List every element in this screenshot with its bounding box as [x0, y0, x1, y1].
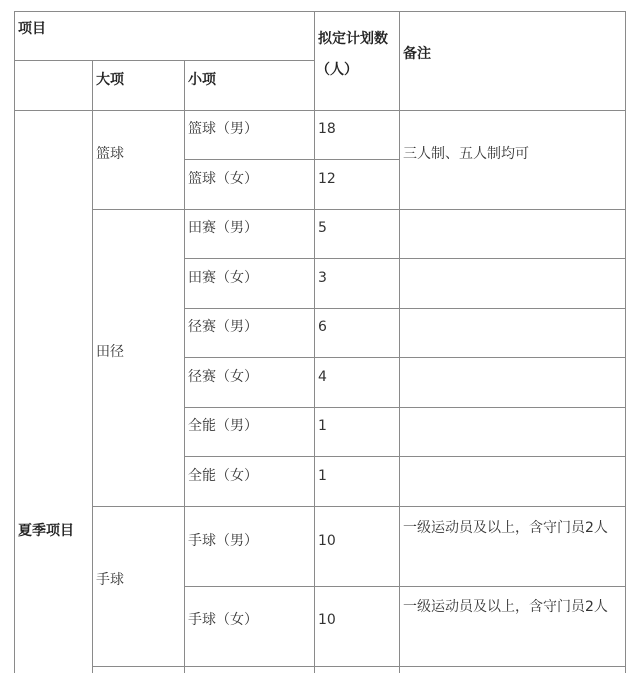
header-divider	[14, 60, 314, 61]
row-item: 田赛（男）	[188, 220, 258, 236]
row-item: 篮球（女）	[188, 171, 258, 187]
row-count: 6	[318, 319, 327, 335]
row-divider	[184, 407, 626, 408]
row-divider	[184, 308, 626, 309]
row-item: 径赛（男）	[188, 319, 258, 335]
row-item: 篮球（男）	[188, 121, 258, 137]
column-divider	[92, 110, 93, 673]
row-item: 全能（女）	[188, 468, 258, 484]
row-count: 1	[318, 468, 327, 484]
row-count: 1	[318, 418, 327, 434]
row-item: 手球（男）	[188, 533, 258, 549]
row-count: 10	[318, 533, 336, 549]
header-project: 项目	[18, 21, 46, 37]
header-plan-count-unit: （人）	[316, 62, 358, 78]
column-divider	[92, 60, 93, 110]
row-item: 全能（男）	[188, 418, 258, 434]
group-basketball: 篮球	[96, 146, 124, 162]
row-count: 10	[318, 612, 336, 628]
row-remark: 一级运动员及以上，含守门员2人	[403, 599, 608, 615]
column-divider	[399, 11, 400, 673]
group-track-field: 田径	[96, 344, 124, 360]
row-divider	[92, 506, 626, 507]
remark-basketball: 三人制、五人制均可	[403, 146, 529, 162]
row-item: 径赛（女）	[188, 369, 258, 385]
column-divider	[184, 60, 185, 673]
header-major-item: 大项	[96, 72, 124, 88]
row-divider	[92, 666, 626, 667]
row-divider	[184, 357, 626, 358]
header-bottom-border	[14, 110, 626, 111]
row-remark: 一级运动员及以上，含守门员2人	[403, 520, 608, 536]
row-divider	[314, 159, 399, 160]
header-remarks: 备注	[403, 46, 431, 62]
category-summer: 夏季项目	[18, 523, 74, 539]
table-border-right	[625, 11, 626, 673]
header-minor-item: 小项	[188, 72, 216, 88]
group-handball: 手球	[96, 572, 124, 588]
row-count: 3	[318, 270, 327, 286]
row-count: 4	[318, 369, 327, 385]
header-plan-count: 拟定计划数	[318, 31, 388, 47]
row-divider	[184, 159, 314, 160]
row-count: 18	[318, 121, 336, 137]
row-divider	[184, 258, 626, 259]
row-count: 5	[318, 220, 327, 236]
row-divider	[184, 456, 626, 457]
row-item: 手球（女）	[188, 612, 258, 628]
table-border-top	[14, 11, 626, 12]
table-border-left	[14, 11, 15, 673]
column-divider	[314, 11, 315, 673]
row-item: 田赛（女）	[188, 270, 258, 286]
row-divider	[184, 586, 626, 587]
row-divider	[92, 209, 626, 210]
row-count: 12	[318, 171, 336, 187]
